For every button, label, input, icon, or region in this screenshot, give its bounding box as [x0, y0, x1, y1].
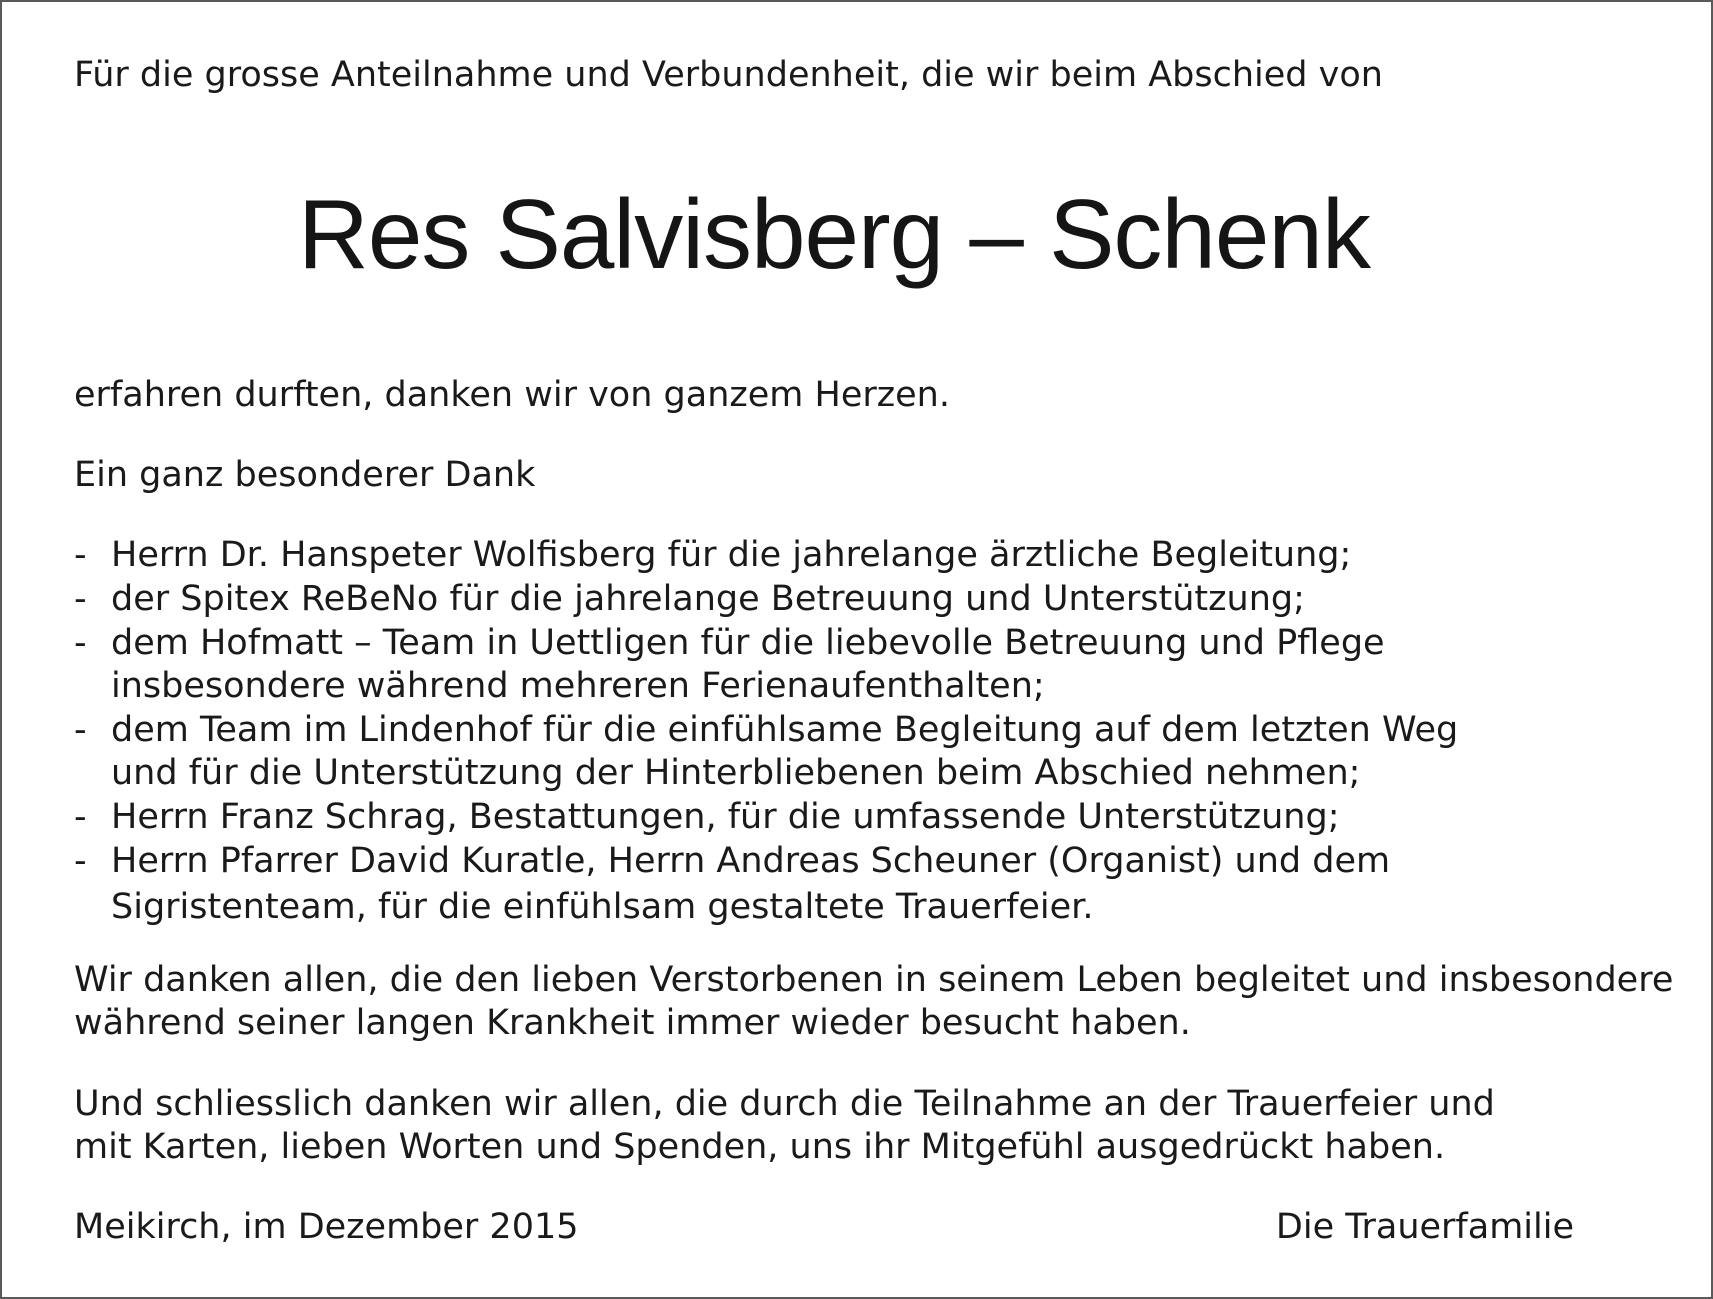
signature: Die Trauerfamilie — [1275, 1207, 1574, 1247]
place-date: Meikirch, im Dezember 2015 — [74, 1207, 579, 1247]
notice-document — [74, 54, 1674, 1251]
deceased-name: Res Salvisberg – Schenk — [298, 179, 1370, 289]
thanks-line: dem Hofmatt – Team in Uettligen für die liebevolle Betreuung und Pflege — [111, 623, 1385, 663]
dash-bullet: - — [74, 579, 87, 619]
thanks-item — [74, 534, 1594, 577]
paragraph-visits — [74, 959, 1674, 1045]
dash-bullet: - — [74, 623, 87, 663]
thanks-item — [74, 796, 1594, 839]
paragraph-line: Und schliesslich danken wir allen, die durch die Teilnahme an der Trauerfeier und — [74, 1084, 1495, 1124]
intro-text: Für die grosse Anteilnahme und Verbundenheit, die wir beim Abschied von — [74, 55, 1383, 95]
thanks-item — [74, 578, 1594, 621]
thanks-line: insbesondere während mehreren Ferienaufenthalten; — [111, 666, 1045, 706]
after-name-text: erfahren durften, danken wir von ganzem Herzen. — [74, 375, 950, 415]
dash-bullet: - — [74, 841, 87, 881]
thanks-line: Sigristenteam, für die einfühlsam gestaltete Trauerfeier. — [111, 887, 1094, 927]
thanks-item — [74, 622, 1594, 708]
dash-bullet: - — [74, 710, 87, 750]
dash-bullet: - — [74, 797, 87, 837]
notice-footer — [74, 1206, 1574, 1251]
thanks-list — [74, 534, 1594, 929]
thanks-line: dem Team im Lindenhof für die einfühlsame Begleitung auf dem letzten Weg — [111, 710, 1459, 750]
thanks-item — [74, 840, 1594, 929]
dash-bullet: - — [74, 535, 87, 575]
thanks-line: Herrn Pfarrer David Kuratle, Herrn Andreas Scheuner (Organist) und dem — [111, 841, 1391, 881]
paragraph-condolences — [74, 1083, 1594, 1169]
special-thanks-heading: Ein ganz besonderer Dank — [74, 455, 536, 495]
paragraph-line: mit Karten, lieben Worten und Spenden, uns ihr Mitgefühl ausgedrückt haben. — [74, 1127, 1446, 1167]
thanks-line: Herrn Franz Schrag, Bestattungen, für die umfassende Unterstützung; — [111, 797, 1340, 837]
paragraph-line: während seiner langen Krankheit immer wieder besucht haben. — [74, 1003, 1191, 1043]
thanks-item — [74, 709, 1594, 795]
thanks-line: und für die Unterstützung der Hinterbliebenen beim Abschied nehmen; — [111, 753, 1361, 793]
thanks-line: der Spitex ReBeNo für die jahrelange Betreuung und Unterstützung; — [111, 579, 1305, 619]
thanks-line: Herrn Dr. Hanspeter Wolfisberg für die jahrelange ärztliche Begleitung; — [111, 535, 1352, 575]
paragraph-line: Wir danken allen, die den lieben Verstorbenen in seinem Leben begleitet und insbesondere — [74, 960, 1674, 1000]
